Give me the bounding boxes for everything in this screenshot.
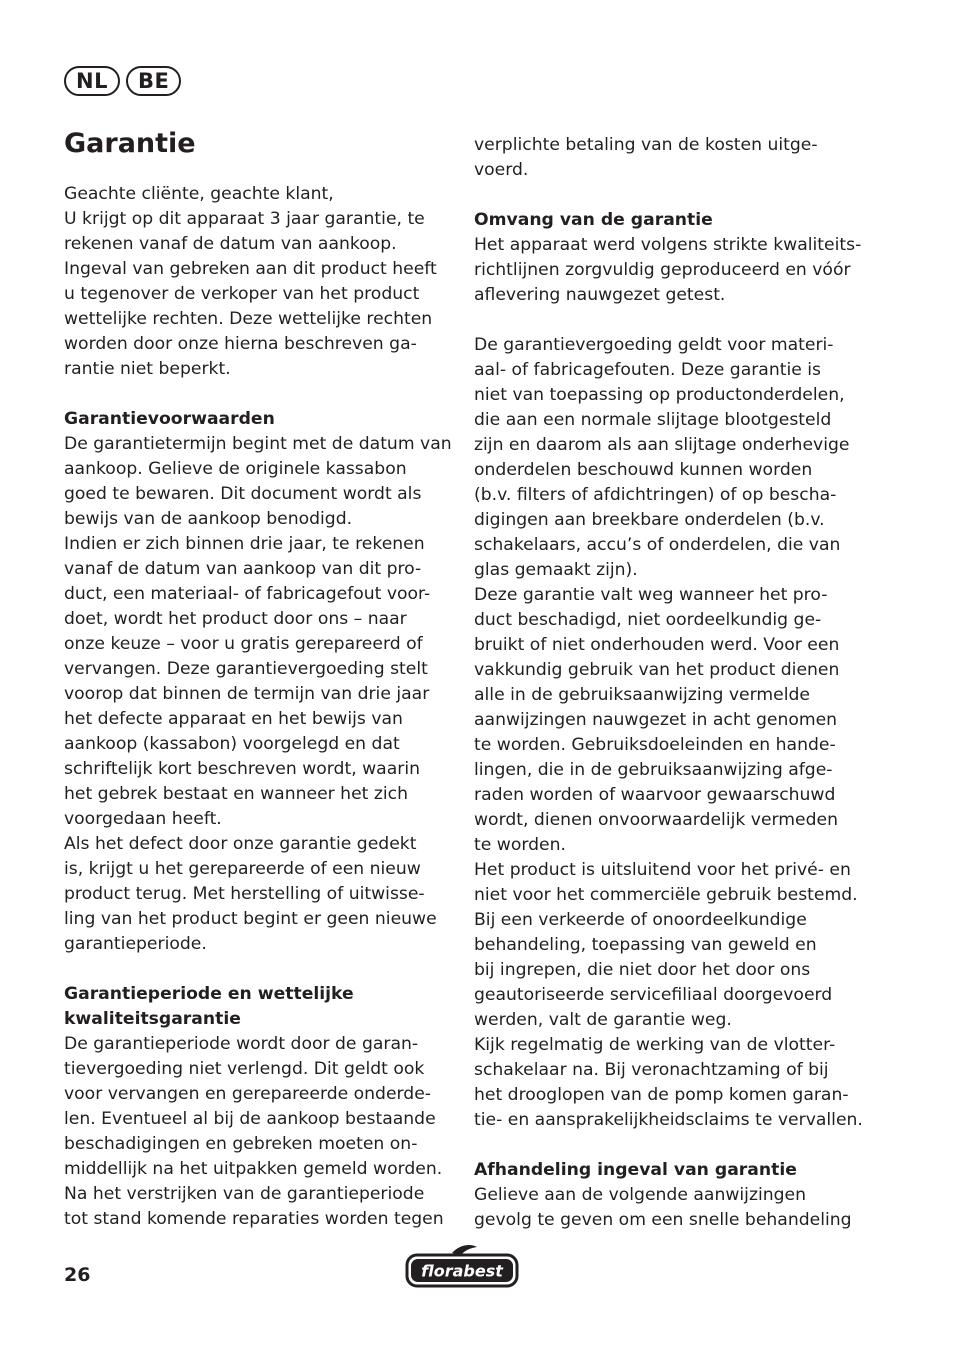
paragraph-gap: [474, 308, 869, 333]
text-line: product terug. Met herstelling of uitwisse-: [64, 884, 425, 904]
text-line: het gebrek bestaat en wanneer het zich: [64, 784, 408, 804]
page-number: 26: [64, 1264, 91, 1286]
text-line: u tegenover de verkoper van het product: [64, 284, 420, 304]
text-line: voorop dat binnen de termijn van drie jaar: [64, 684, 430, 704]
text-line: doet, wordt het product door ons – naar: [64, 609, 407, 629]
text-line: zijn en daarom als aan slijtage onderhevige: [474, 435, 850, 455]
text-line: Gelieve aan de volgende aanwijzingen: [474, 1185, 807, 1205]
text-line: duct, een materiaal- of fabricagefout voor-: [64, 584, 431, 604]
florabest-logo: [404, 1243, 520, 1289]
language-badges: [64, 66, 181, 98]
text-line: tievergoeding niet verlengd. Dit geldt ook: [64, 1059, 425, 1079]
text-line: is, krijgt u het gerepareerde of een nieuw: [64, 859, 421, 879]
left-column: [64, 182, 459, 1232]
section-heading: Omvang van de garantie: [474, 210, 713, 230]
text-line: niet van toepassing op productonderdelen,: [474, 385, 845, 405]
text-line: rantie niet beperkt.: [64, 359, 231, 379]
text-line: duct beschadigd, niet oordeelkundig ge-: [474, 610, 822, 630]
text-line: schakelaars, accu’s of onderdelen, die van: [474, 535, 841, 555]
lang-badge-be: BE: [126, 66, 181, 96]
text-line: Ingeval van gebreken aan dit product heeft: [64, 259, 437, 279]
lang-badge-nl: NL: [64, 66, 120, 96]
text-line: worden door onze hierna beschreven ga-: [64, 334, 417, 354]
text-line: tie- en aansprakelijkheidsclaims te vervallen.: [474, 1110, 863, 1130]
text-line: bij ingrepen, die niet door het door ons: [474, 960, 811, 980]
text-line: Geachte cliënte, geachte klant,: [64, 184, 334, 204]
text-line: aankoop. Gelieve de originele kassabon: [64, 459, 407, 479]
text-line: Deze garantie valt weg wanneer het pro-: [474, 585, 828, 605]
text-line: te worden. Gebruiksdoeleinden en hande-: [474, 735, 836, 755]
text-line: aal- of fabricagefouten. Deze garantie is: [474, 360, 822, 380]
text-line: voorgedaan heeft.: [64, 809, 222, 829]
text-line: rekenen vanaf de datum van aankoop.: [64, 234, 397, 254]
text-line: geautoriseerde servicefiliaal doorgevoerd: [474, 985, 833, 1005]
text-line: verplichte betaling van de kosten uitge-: [474, 135, 818, 155]
text-line: Indien er zich binnen drie jaar, te rekenen: [64, 534, 425, 554]
page-title: Garantie: [64, 128, 196, 159]
text-line: aflevering nauwgezet getest.: [474, 285, 726, 305]
text-line: die aan een normale slijtage blootgesteld: [474, 410, 832, 430]
text-line: vervangen. Deze garantievergoeding stelt: [64, 659, 428, 679]
section-heading: Afhandeling ingeval van garantie: [474, 1160, 797, 1180]
text-line: U krijgt op dit apparaat 3 jaar garantie, te: [64, 209, 425, 229]
text-line: beschadigingen en gebreken moeten on-: [64, 1134, 418, 1154]
text-line: aanwijzingen nauwgezet in acht genomen: [474, 710, 838, 730]
text-line: schriftelijk kort beschreven wordt, waarin: [64, 759, 420, 779]
text-line: Het apparaat werd volgens strikte kwaliteits-: [474, 235, 862, 255]
text-line: het drooglopen van de pomp komen garan-: [474, 1085, 849, 1105]
text-line: glas gemaakt zijn).: [474, 560, 638, 580]
text-line: behandeling, toepassing van geweld en: [474, 935, 817, 955]
text-line: richtlijnen zorgvuldig geproduceerd en vóór: [474, 260, 851, 280]
text-line: De garantietermijn begint met de datum van: [64, 434, 452, 454]
paragraph-gap: [474, 1133, 869, 1158]
text-line: goed te bewaren. Dit document wordt als: [64, 484, 422, 504]
text-line: Als het defect door onze garantie gedekt: [64, 834, 417, 854]
text-line: voerd.: [474, 160, 529, 180]
text-line: te worden.: [474, 835, 566, 855]
text-line: Na het verstrijken van de garantieperiode: [64, 1184, 425, 1204]
section-heading: Garantievoorwaarden: [64, 409, 275, 429]
paragraph-gap: [64, 382, 459, 407]
text-line: digingen aan breekbare onderdelen (b.v.: [474, 510, 825, 530]
text-line: raden worden of waarvoor gewaarschuwd: [474, 785, 836, 805]
text-line: bruikt of niet onderhouden werd. Voor een: [474, 635, 840, 655]
text-line: onze keuze – voor u gratis gerepareerd of: [64, 634, 423, 654]
text-line: het defecte apparaat en het bewijs van: [64, 709, 403, 729]
text-line: Bij een verkeerde of onoordeelkundige: [474, 910, 807, 930]
section-heading: kwaliteitsgarantie: [64, 1009, 241, 1029]
text-line: middellijk na het uitpakken gemeld worden.: [64, 1159, 443, 1179]
paragraph-gap: [64, 957, 459, 982]
text-line: lingen, die in de gebruiksaanwijzing afge-: [474, 760, 833, 780]
text-line: ling van het product begint er geen nieuwe: [64, 909, 437, 929]
text-line: aankoop (kassabon) voorgelegd en dat: [64, 734, 400, 754]
logo-wordmark: florabest: [421, 1261, 503, 1281]
text-line: wordt, dienen onvoorwaardelijk vermeden: [474, 810, 838, 830]
text-line: vakkundig gebruik van het product dienen: [474, 660, 840, 680]
text-line: niet voor het commerciële gebruik bestemd.: [474, 885, 858, 905]
text-line: voor vervangen en gerepareerde onderde-: [64, 1084, 431, 1104]
text-line: schakelaar na. Bij veronachtzaming of bij: [474, 1060, 829, 1080]
text-line: alle in de gebruiksaanwijzing vermelde: [474, 685, 810, 705]
text-line: garantieperiode.: [64, 934, 207, 954]
text-line: Kijk regelmatig de werking van de vlotter-: [474, 1035, 836, 1055]
right-column: [474, 133, 869, 1233]
paragraph-gap: [474, 183, 869, 208]
text-line: bewijs van de aankoop benodigd.: [64, 509, 353, 529]
text-line: (b.v. filters of afdichtringen) of op bescha-: [474, 485, 837, 505]
text-line: tot stand komende reparaties worden tegen: [64, 1209, 444, 1229]
text-line: De garantieperiode wordt door de garan-: [64, 1034, 419, 1054]
text-line: Het product is uitsluitend voor het privé- en: [474, 860, 851, 880]
text-line: vanaf de datum van aankoop van dit pro-: [64, 559, 422, 579]
text-line: gevolg te geven om een snelle behandeling: [474, 1210, 852, 1230]
section-heading: Garantieperiode en wettelijke: [64, 984, 354, 1004]
text-line: wettelijke rechten. Deze wettelijke rechten: [64, 309, 433, 329]
text-line: len. Eventueel al bij de aankoop bestaande: [64, 1109, 436, 1129]
text-line: onderdelen beschouwd kunnen worden: [474, 460, 813, 480]
text-line: De garantievergoeding geldt voor materi-: [474, 335, 834, 355]
text-line: werden, valt de garantie weg.: [474, 1010, 732, 1030]
